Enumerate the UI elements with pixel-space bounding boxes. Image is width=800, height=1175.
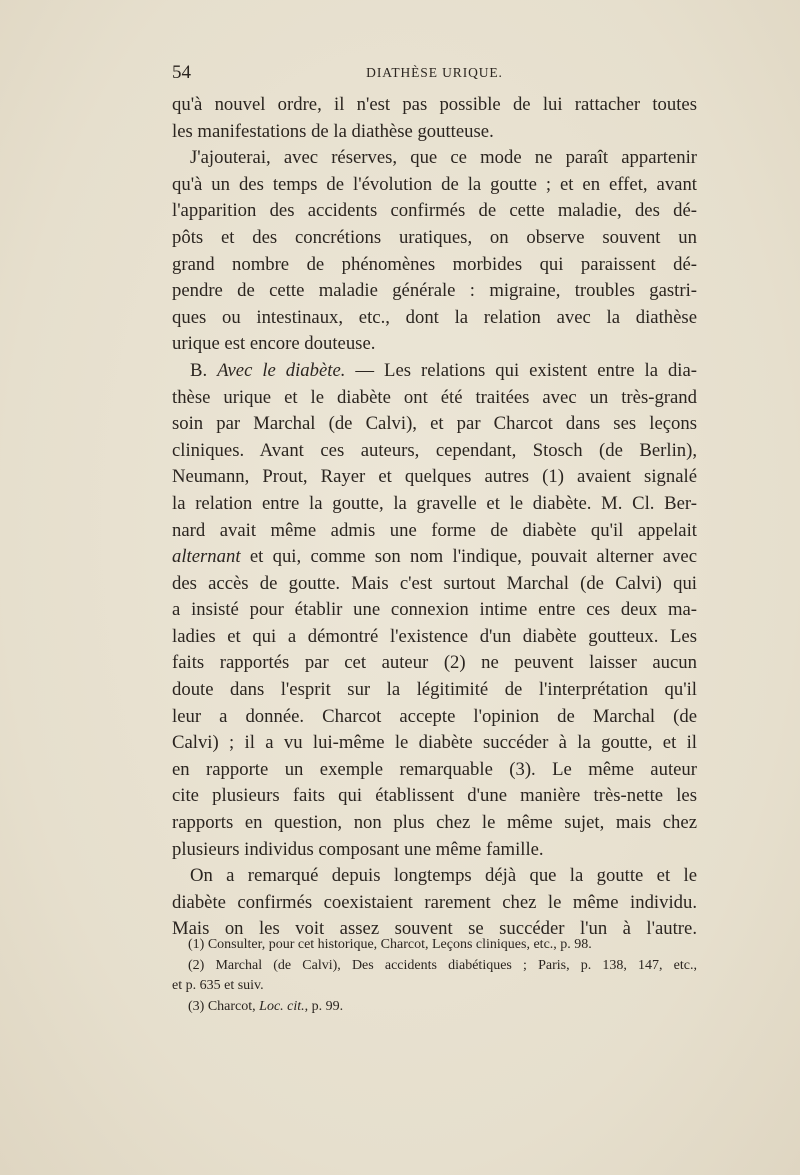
body-line: urique est encore douteuse. bbox=[172, 333, 376, 355]
footnote-continuation: et p. 635 et suiv. bbox=[172, 978, 264, 994]
body-line: ques ou intestinaux, etc., dont la relation avec la diathèse bbox=[172, 306, 697, 328]
body-line: On a remarqué depuis longtemps déjà que la goutte et le bbox=[190, 865, 697, 887]
body-line: en rapporte un exemple remarquable (3). Le même auteur bbox=[172, 758, 697, 780]
footnotes bbox=[172, 935, 697, 1017]
body-line: Neumann, Prout, Rayer et quelques autres (1) avaient signalé bbox=[172, 466, 697, 488]
footnote-3-prefix: (3) Charcot, bbox=[188, 998, 260, 1014]
section-b-heading-line bbox=[172, 358, 697, 385]
body-line: cliniques. Avant ces auteurs, cependant, Stosch (de Berlin), bbox=[172, 439, 697, 461]
body-line: a insisté pour établir une connexion intime entre ces deux ma- bbox=[172, 599, 697, 621]
body-line: pendre de cette maladie générale : migraine, troubles gastri- bbox=[172, 280, 697, 302]
footnote: (1) Consulter, pour cet historique, Charcot, Leçons cliniques, etc., p. 98. bbox=[188, 937, 592, 952]
footnote-3-suffix: , p. 99. bbox=[304, 998, 344, 1014]
body-line: nard avait même admis une forme de diabète qu'il appelait bbox=[172, 519, 697, 541]
page-header bbox=[172, 62, 697, 86]
body-line: faits rapportés par cet auteur (2) ne peuvent laisser aucun bbox=[172, 652, 697, 674]
body-line: plusieurs individus composant une même famille. bbox=[172, 838, 544, 860]
section-b-title: Avec le diabète. bbox=[217, 359, 346, 381]
body-line: ladies et qui a démontré l'existence d'un diabète goutteux. Les bbox=[172, 625, 697, 647]
body-line: l'apparition des accidents confirmés de cette maladie, des dé- bbox=[172, 200, 697, 222]
body-line: leur a donnée. Charcot accepte l'opinion de Marchal (de bbox=[172, 705, 697, 727]
body-line: des accès de goutte. Mais c'est surtout Marchal (de Calvi) qui bbox=[172, 572, 697, 594]
page-number: 54 bbox=[172, 62, 191, 83]
body-line: pôts et des concrétions uratiques, on observe souvent un bbox=[172, 226, 697, 248]
body-line: la relation entre la goutte, la gravelle et le diabète. M. Cl. Ber- bbox=[172, 492, 697, 514]
body-text bbox=[172, 92, 697, 943]
body-line: rapports en question, non plus chez le même sujet, mais chez bbox=[172, 812, 697, 834]
footnote bbox=[172, 997, 697, 1018]
body-line: grand nombre de phénomènes morbides qui paraissent dé- bbox=[172, 253, 697, 275]
alternant-line bbox=[172, 544, 697, 571]
body-line: doute dans l'esprit sur la légitimité de l'interprétation qu'il bbox=[172, 679, 697, 701]
footnote-3-italic: Loc. cit. bbox=[259, 998, 305, 1014]
body-line: qu'à nouvel ordre, il n'est pas possible de lui rattacher toutes bbox=[172, 94, 697, 115]
section-b-rest: — Les relations qui existent entre la dia- bbox=[345, 359, 697, 381]
body-line: soin par Marchal (de Calvi), et par Charcot dans ses leçons bbox=[172, 413, 697, 435]
body-line: cite plusieurs faits qui établissent d'une manière très-nette les bbox=[172, 785, 697, 807]
section-b-label: B. bbox=[190, 359, 208, 381]
body-line: les manifestations de la diathèse goutteuse. bbox=[172, 120, 494, 142]
body-line: Mais on les voit assez souvent se succéder l'un à l'autre. bbox=[172, 918, 697, 940]
alternant-rest: et qui, comme son nom l'indique, pouvait alterner avec bbox=[240, 546, 697, 568]
footnote: (2) Marchal (de Calvi), Des accidents diabétiques ; Paris, p. 138, 147, etc., bbox=[188, 957, 697, 973]
running-title: DIATHÈSE URIQUE. bbox=[366, 65, 503, 80]
body-line: diabète confirmés coexistaient rarement chez le même individu. bbox=[172, 891, 697, 913]
body-line: J'ajouterai, avec réserves, que ce mode ne paraît appartenir bbox=[190, 147, 697, 169]
body-line: qu'à un des temps de l'évolution de la goutte ; et en effet, avant bbox=[172, 173, 697, 195]
body-line: Calvi) ; il a vu lui-même le diabète succéder à la goutte, et il bbox=[172, 732, 697, 754]
body-line: thèse urique et le diabète ont été traitées avec un très-grand bbox=[172, 386, 697, 408]
alternant-italic: alternant bbox=[172, 546, 241, 568]
